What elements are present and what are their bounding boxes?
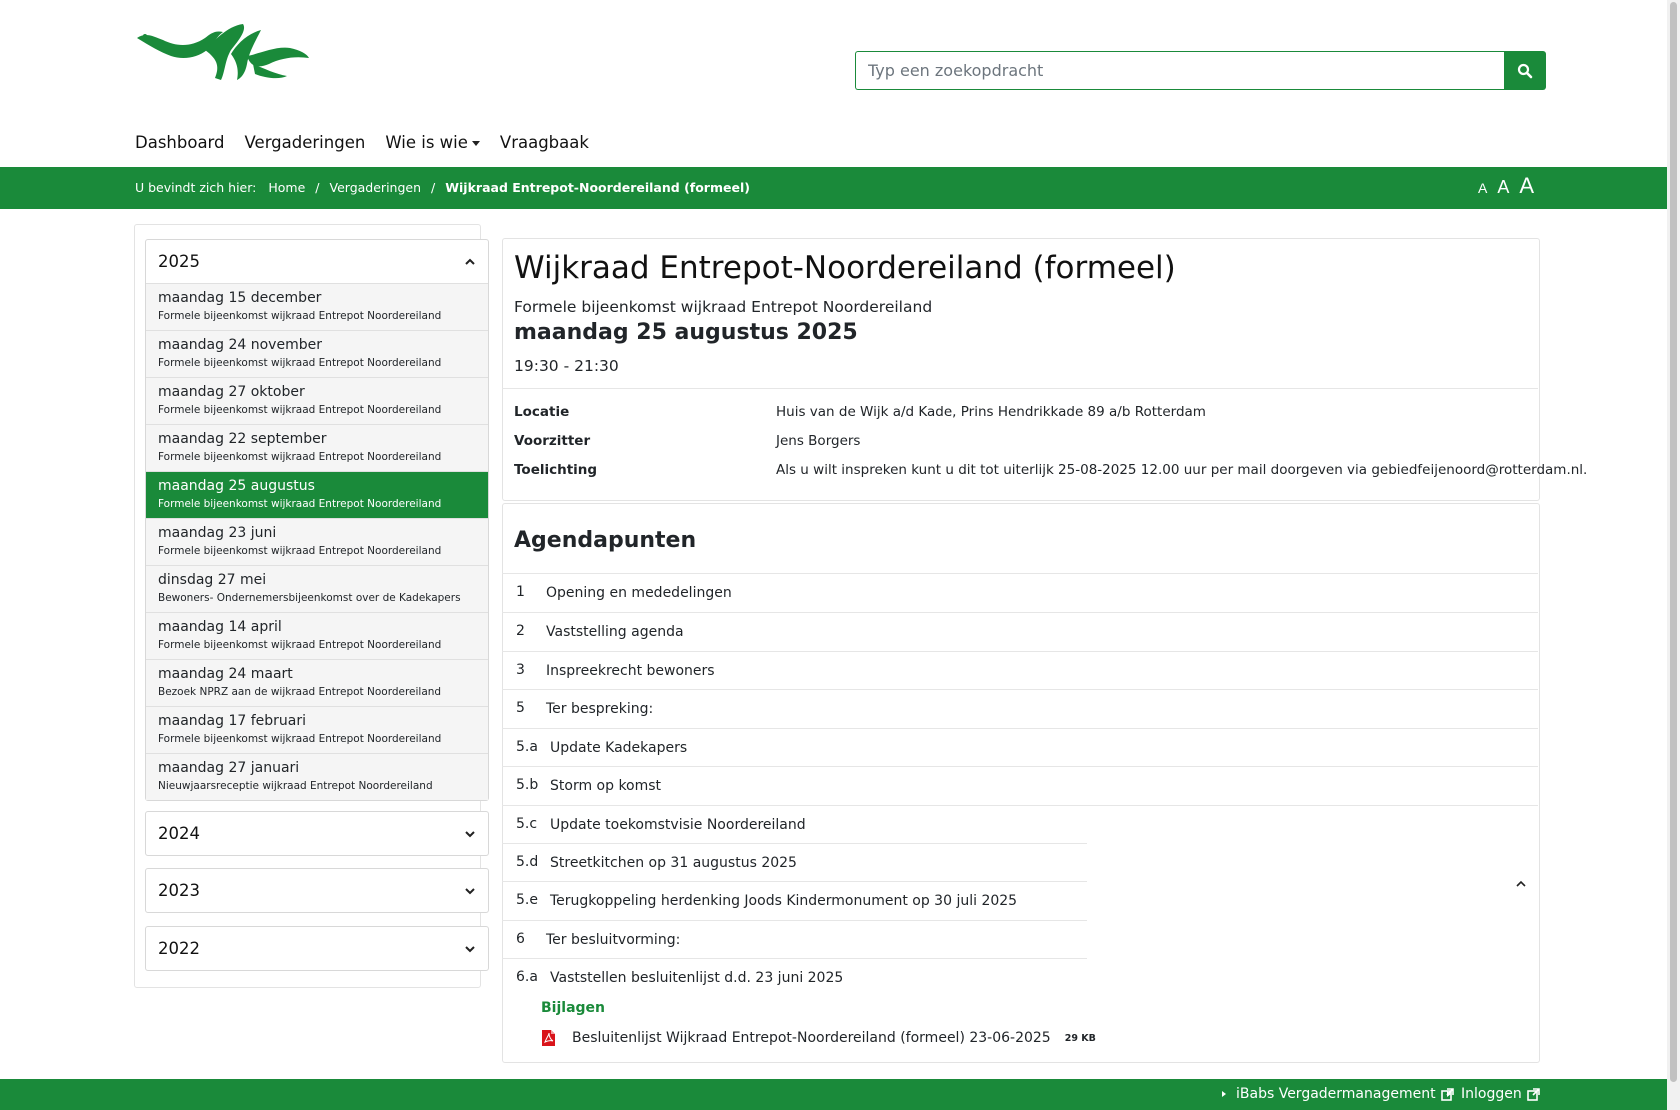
scrollbar-thumb[interactable]	[1670, 2, 1677, 1082]
meeting-subtitle: Bewoners- Ondernemersbijeenkomst over de Kadekapers	[158, 592, 461, 604]
year-accordion-2025	[145, 239, 489, 801]
meeting-subtitle: Formele bijeenkomst wijkraad Entrepot Noordereiland	[158, 498, 442, 510]
meeting-subtitle: Formele bijeenkomst wijkraad Entrepot Noordereiland	[158, 357, 442, 369]
agenda-item[interactable]	[502, 766, 1538, 804]
agenda-item-number: 5.c	[516, 816, 538, 832]
meeting-subtitle: Formele bijeenkomst wijkraad Entrepot Noordereiland	[158, 639, 442, 651]
meeting-date: maandag 23 juni	[158, 525, 277, 541]
agenda-item-title[interactable]: Opening en mededelingen	[546, 585, 732, 601]
agenda-item-number: 5.a	[516, 739, 538, 755]
search-input[interactable]	[855, 51, 1504, 90]
agenda-item-number: 5.e	[516, 892, 538, 908]
meeting-list-item[interactable]	[146, 283, 488, 330]
meeting-list-item[interactable]	[146, 565, 488, 612]
triangle-right-icon	[1447, 1091, 1451, 1097]
year-header-2023[interactable]	[146, 869, 488, 912]
meeting-list-item[interactable]	[146, 330, 488, 377]
meeting-list	[146, 283, 488, 800]
meeting-time: 19:30 - 21:30	[514, 357, 619, 375]
agenda-item-title[interactable]: Vaststelling agenda	[546, 624, 684, 640]
meeting-list-item[interactable]	[146, 424, 488, 471]
meeting-date: dinsdag 27 mei	[158, 572, 267, 588]
meeting-subtitle: Formele bijeenkomst wijkraad Entrepot Noordereiland	[514, 298, 933, 316]
meeting-date: maandag 25 augustus 2025	[514, 320, 858, 345]
agenda-item-title[interactable]: Streetkitchen op 31 augustus 2025	[550, 855, 797, 871]
breadcrumb-separator: /	[431, 180, 436, 195]
meeting-date: maandag 25 augustus	[158, 478, 315, 494]
agenda-item-title[interactable]: Storm op komst	[550, 778, 662, 794]
year-header-2024[interactable]	[146, 812, 488, 855]
main-nav	[135, 133, 589, 152]
attachment-name[interactable]: Besluitenlijst Wijkraad Entrepot-Noordereiland (formeel) 23-06-2025	[572, 1030, 1051, 1046]
breadcrumb-home[interactable]: Home	[268, 180, 306, 195]
agenda-item-number: 2	[516, 623, 525, 639]
font-size-large[interactable]: A	[1519, 173, 1535, 198]
nav-vergaderingen[interactable]: Vergaderingen	[244, 133, 366, 152]
year-accordion-2024	[145, 811, 489, 856]
nav-wie-is-wie-label: Wie is wie	[385, 133, 468, 152]
year-label: 2022	[158, 939, 200, 958]
meeting-list-item[interactable]	[146, 659, 488, 706]
year-accordion-2023	[145, 868, 489, 913]
caret-down-icon	[472, 141, 480, 146]
agenda-item-title[interactable]: Inspreekrecht bewoners	[546, 663, 715, 679]
meeting-date: maandag 24 november	[158, 337, 322, 353]
agenda-item-number: 5	[516, 700, 525, 716]
detail-label: Locatie	[514, 404, 570, 420]
agenda-item[interactable]	[502, 843, 1087, 881]
chevron-up-icon[interactable]	[1515, 878, 1527, 890]
meeting-date: maandag 24 maart	[158, 666, 293, 682]
meeting-date: maandag 14 april	[158, 619, 282, 635]
chevron-up-icon	[464, 256, 476, 268]
agenda-item[interactable]	[502, 651, 1538, 689]
year-label: 2025	[158, 252, 200, 271]
agenda-item-title[interactable]: Ter besluitvorming:	[546, 932, 681, 948]
meeting-title: Wijkraad Entrepot-Noordereiland (formeel)	[514, 250, 1176, 286]
meeting-date: maandag 27 oktober	[158, 384, 305, 400]
agenda-item-number: 6.a	[516, 969, 538, 985]
ibabs-link[interactable]	[1222, 1086, 1454, 1102]
year-label: 2023	[158, 881, 200, 900]
meeting-subtitle: Formele bijeenkomst wijkraad Entrepot Noordereiland	[158, 404, 442, 416]
attachment-size: 29 KB	[1064, 1032, 1096, 1044]
agenda-item-number: 5.d	[516, 854, 539, 870]
breadcrumb-separator: /	[315, 180, 320, 195]
agenda-item[interactable]	[502, 920, 1087, 958]
attachments-label: Bijlagen	[541, 1000, 605, 1016]
agenda-item-number: 1	[516, 584, 525, 600]
font-size-controls	[1478, 173, 1534, 199]
meeting-subtitle: Nieuwjaarsreceptie wijkraad Entrepot Noordereiland	[158, 780, 433, 792]
agenda-item-title[interactable]: Vaststellen besluitenlijst d.d. 23 juni 2025	[550, 970, 844, 986]
agenda-item[interactable]	[502, 805, 1538, 843]
pdf-file-icon	[541, 1029, 556, 1047]
meeting-list-item[interactable]	[146, 612, 488, 659]
meeting-list-item[interactable]	[146, 753, 488, 800]
chevron-down-icon	[464, 885, 476, 897]
breadcrumb	[135, 180, 750, 195]
meeting-list-item[interactable]	[146, 377, 488, 424]
agenda-item[interactable]	[502, 728, 1538, 766]
meeting-date: maandag 15 december	[158, 290, 322, 306]
agenda-item[interactable]	[502, 881, 1087, 919]
agenda-item-title[interactable]: Update Kadekapers	[550, 740, 688, 756]
year-label: 2024	[158, 824, 200, 843]
meeting-subtitle: Bezoek NPRZ aan de wijkraad Entrepot Noordereiland	[158, 686, 442, 698]
meeting-list-item[interactable]	[146, 471, 488, 518]
search-button[interactable]	[1504, 51, 1546, 90]
agenda-item-title[interactable]: Ter bespreking:	[546, 701, 654, 717]
meeting-list-item[interactable]	[146, 706, 488, 753]
meeting-subtitle: Formele bijeenkomst wijkraad Entrepot Noordereiland	[158, 733, 442, 745]
breadcrumb-vergaderingen[interactable]: Vergaderingen	[329, 180, 422, 195]
nav-vraagbaak[interactable]: Vraagbaak	[499, 133, 589, 152]
breadcrumb-prefix: U bevindt zich hier:	[135, 180, 257, 195]
external-link-icon	[1527, 1088, 1540, 1101]
agenda-item[interactable]	[502, 612, 1538, 650]
meeting-subtitle: Formele bijeenkomst wijkraad Entrepot Noordereiland	[158, 545, 442, 557]
agenda-item-number: 3	[516, 662, 525, 678]
breadcrumb-current: Wijkraad Entrepot-Noordereiland (formeel)	[445, 180, 750, 195]
agenda-heading: Agendapunten	[514, 528, 697, 553]
agenda-item-title[interactable]: Terugkoppeling herdenking Joods Kindermonument op 30 juli 2025	[550, 893, 1018, 909]
chevron-down-icon	[464, 828, 476, 840]
footer	[0, 1079, 1667, 1110]
font-size-medium[interactable]: A	[1497, 177, 1510, 197]
meeting-subtitle: Formele bijeenkomst wijkraad Entrepot Noordereiland	[158, 310, 442, 322]
page-scrollbar[interactable]	[1667, 0, 1680, 1110]
nav-dashboard[interactable]: Dashboard	[135, 133, 225, 152]
nav-wie-is-wie[interactable]	[385, 133, 480, 152]
detail-value: Huis van de Wijk a/d Kade, Prins Hendrikkade 89 a/b Rotterdam	[776, 404, 1206, 420]
meeting-date: maandag 27 januari	[158, 760, 300, 776]
detail-value: Als u wilt inspreken kunt u dit tot uiterlijk 25-08-2025 12.00 uur per mail doorgeven via gebiedfeijenoord@rotterdam.nl.	[776, 462, 1588, 478]
font-size-small[interactable]: A	[1478, 180, 1488, 196]
year-accordion-2022	[145, 926, 489, 971]
rotterdam-logo[interactable]	[135, 20, 310, 82]
divider	[502, 388, 1538, 389]
year-header-2025[interactable]	[146, 240, 488, 283]
agenda-item[interactable]	[502, 573, 1538, 611]
agenda-item-number: 6	[516, 931, 525, 947]
meeting-list-item[interactable]	[146, 518, 488, 565]
login-link[interactable]	[1447, 1086, 1540, 1102]
meeting-date: maandag 22 september	[158, 431, 327, 447]
agenda-item-title[interactable]: Update toekomstvisie Noordereiland	[550, 817, 806, 833]
search-icon	[1517, 63, 1533, 79]
chevron-down-icon	[464, 943, 476, 955]
detail-value: Jens Borgers	[776, 433, 861, 449]
search-bar	[855, 51, 1546, 90]
login-label: Inloggen	[1461, 1086, 1522, 1102]
meeting-date: maandag 17 februari	[158, 713, 307, 729]
year-header-2022[interactable]	[146, 927, 488, 970]
triangle-right-icon	[1222, 1091, 1226, 1097]
detail-label: Toelichting	[514, 462, 598, 478]
detail-label: Voorzitter	[514, 433, 591, 449]
agenda-item-number: 5.b	[516, 777, 539, 793]
ibabs-label: iBabs Vergadermanagement	[1236, 1086, 1436, 1102]
breadcrumb-bar	[0, 167, 1667, 209]
agenda-item[interactable]	[502, 958, 1087, 996]
attachment-item[interactable]	[541, 1029, 1096, 1047]
agenda-item[interactable]	[502, 689, 1538, 727]
meeting-subtitle: Formele bijeenkomst wijkraad Entrepot Noordereiland	[158, 451, 442, 463]
